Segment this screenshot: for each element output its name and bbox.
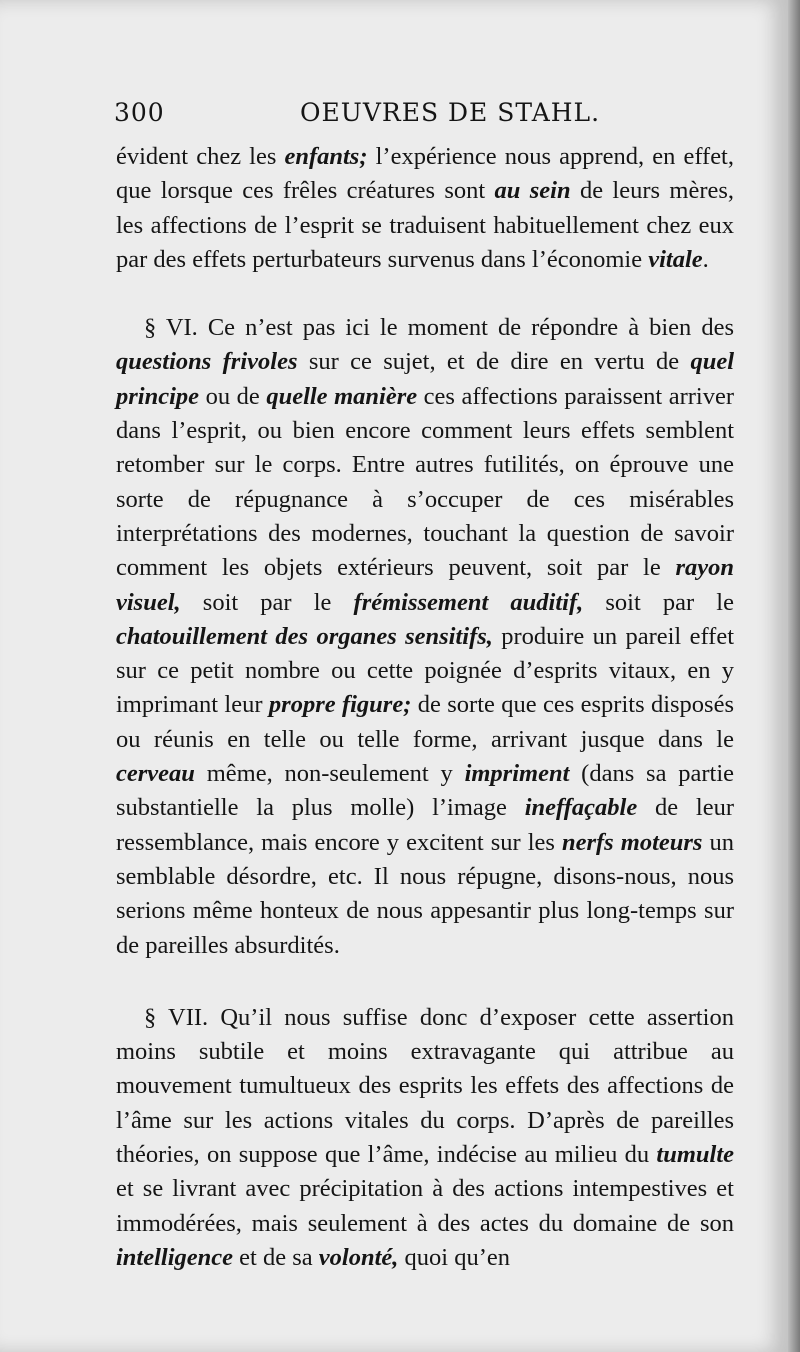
page-header xyxy=(114,98,734,138)
text-run: produire un pareil effet sur ce petit nombre ou cette poignée d’esprits vitaux, en y imprimant leur xyxy=(116,622,734,719)
text-run: l’expérience nous apprend, en effet, que lorsque ces frêles créatures sont xyxy=(116,143,734,205)
text-run: évident chez les xyxy=(116,143,285,170)
text-run: et se livrant avec précipitation à des actions intempestives et immodérées, mais seulement à des actes du domaine de son xyxy=(116,1175,734,1237)
italic-run: frémissement auditif, xyxy=(353,588,584,616)
italic-run: impriment xyxy=(464,760,570,788)
paragraph-section-vi xyxy=(116,311,734,963)
italic-run: au sein xyxy=(494,177,571,205)
text-run: quoi qu’en xyxy=(398,1243,510,1271)
body-text xyxy=(116,140,734,1275)
paragraph-section-vii xyxy=(116,1001,734,1275)
text-run: . xyxy=(702,245,709,273)
section-marker: § VI. xyxy=(144,314,198,342)
italic-run: vitale xyxy=(648,245,703,273)
page-number: 300 xyxy=(114,98,165,127)
text-run: et de sa xyxy=(233,1243,319,1271)
italic-run: questions frivoles xyxy=(116,348,298,376)
italic-run: ineffaçable xyxy=(524,794,638,822)
italic-run: intelligence xyxy=(116,1243,234,1271)
italic-run: chatouillement des organes sensitifs, xyxy=(116,622,493,650)
text-run: ces affections paraissent arriver dans l’esprit, ou bien encore comment leurs effets semblent retomber sur le corps. Entre autres futilités, on éprouve une sorte de répugnance à s’occuper de ces misérables interprétations des modernes, touchant la question de savoir comment les objets extérieurs peuvent, soit par le xyxy=(116,382,734,582)
italic-run: cerveau xyxy=(116,760,195,788)
text-run: de leur ressemblance, mais encore y excitent sur les xyxy=(116,794,735,856)
text-run: soit par le xyxy=(180,588,354,616)
paragraph-spacer xyxy=(116,963,734,1001)
italic-run: rayon visuel, xyxy=(116,554,734,616)
text-run: (dans sa partie substantielle la plus molle) l’image xyxy=(116,760,735,822)
text-run: soit par le xyxy=(583,588,734,616)
text-run: sur ce sujet, et de dire en vertu de xyxy=(297,348,691,376)
running-title: OEUVRES DE STAHL. xyxy=(300,98,601,127)
italic-run: quel principe xyxy=(116,348,735,410)
italic-run: volonté, xyxy=(318,1243,399,1271)
text-run: de sorte que ces esprits disposés ou réunis en telle ou telle forme, arrivant jusque dans le xyxy=(116,691,735,753)
italic-run: quelle manière xyxy=(266,382,418,410)
section-marker: § VII. xyxy=(144,1003,209,1031)
text-run: Qu’il nous suffise donc d’exposer cette assertion moins subtile et moins extravagante qui attribue au mouvement tumultueux des esprits les effets des affections de l’âme sur les actions vitales du corps. D’après de pareilles théories, on suppose que l’âme, indécise au milieu du xyxy=(116,1003,734,1169)
italic-run: tumulte xyxy=(656,1141,734,1169)
page-edge-shadow xyxy=(788,0,800,1352)
paragraph-1 xyxy=(116,140,734,277)
italic-run: enfants; xyxy=(284,143,368,170)
paragraph-spacer xyxy=(116,277,734,311)
italic-run: propre figure; xyxy=(268,691,412,719)
text-run: de leurs mères, les affections de l’esprit se traduisent habituellement chez eux par des effets perturbateurs survenus dans l’économie xyxy=(116,177,735,273)
text-run: Ce n’est pas ici le moment de répondre à bien des xyxy=(197,314,734,342)
italic-run: nerfs moteurs xyxy=(561,828,703,856)
text-run: ou de xyxy=(199,382,267,410)
text-run: même, non-seulement y xyxy=(194,760,465,788)
text-run: un semblable désordre, etc. Il nous répugne, disons-nous, nous serions même honteux de nous appesantir plus long-temps sur de pareilles absurdités. xyxy=(116,828,735,959)
